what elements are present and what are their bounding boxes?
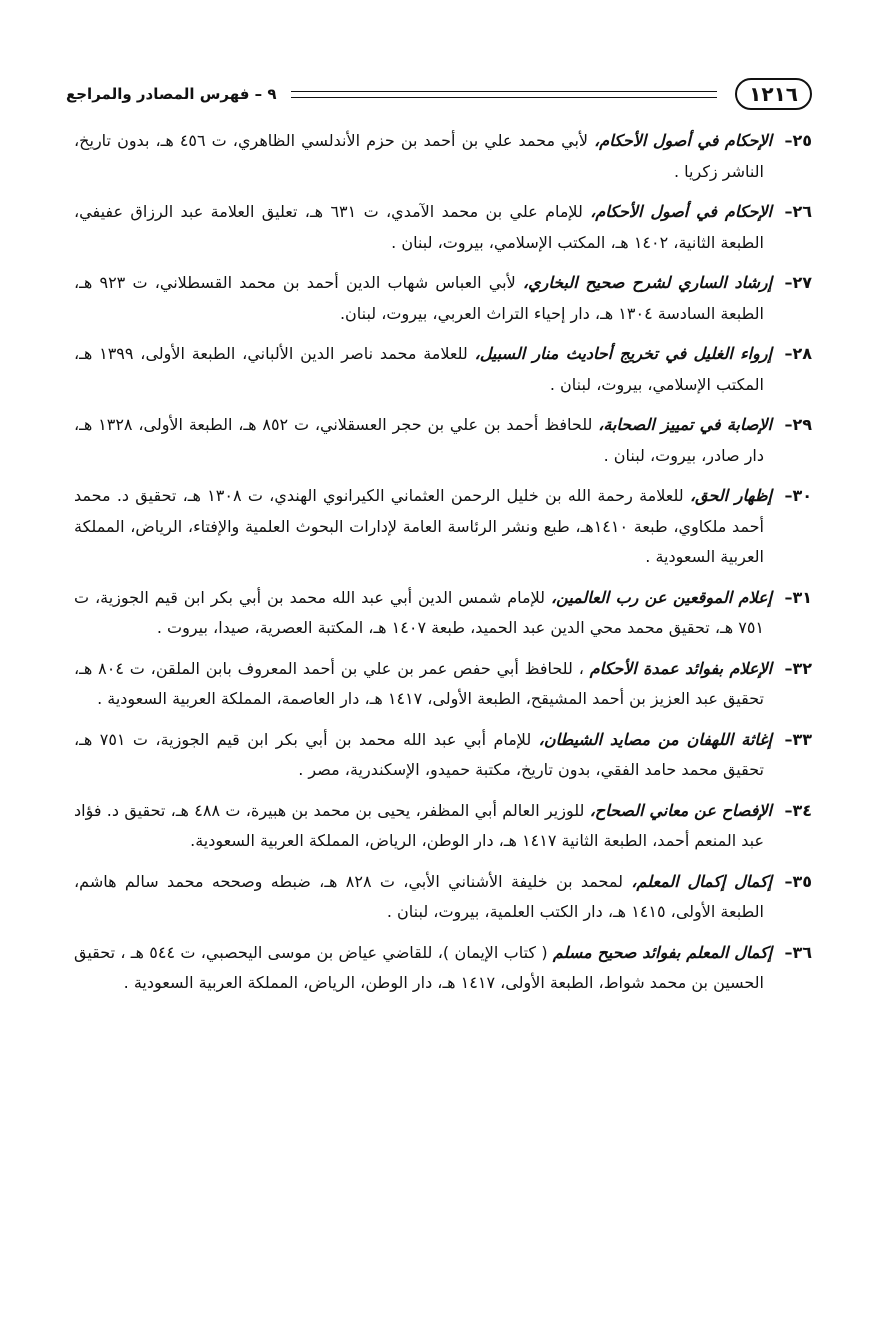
entry-details: للحافظ أحمد بن علي بن حجر العسقلاني، ت ٨٥٢ هـ، الطبعة الأولى، ١٣٢٨ هـ، دار صادر، بيروت، لبنان . [74, 415, 764, 465]
entry-number: ٣٣– [784, 729, 813, 749]
bibliography-entry [74, 197, 812, 258]
bibliography-list [74, 126, 812, 1009]
entry-number: ٢٧– [784, 273, 813, 292]
entry-title: إعلام الموقعين عن رب العالمين، [550, 587, 773, 607]
entry-details: للوزير العالم أبي المظفر، يحيى بن محمد بن هبيرة، ت ٤٨٨ هـ، تحقيق د. فؤاد عبد المنعم أحمد، الطبعة الثانية ١٤١٧ هـ، دار الوطن، الرياض، المملكة العربية السعودية. [74, 800, 764, 850]
entry-number: ٣٥– [784, 871, 812, 891]
entry-title: إكمال إكمال المعلم، [631, 871, 772, 891]
entry-details: لمحمد بن خليفة الأشناني الأبي، ت ٨٢٨ هـ، ضبطه وصححه محمد سالم هاشم، الطبعة الأولى، ١٤١٥ هـ، دار الكتب العلمية، بيروت، لبنان . [74, 871, 764, 921]
entry-details: للإمام أبي عبد الله محمد بن أبي بكر ابن قيم الجوزية، ت ٧٥١ هـ، تحقيق محمد حامد الفقي، بدون تاريخ، مكتبة حميدو، الإسكندرية، مصر . [74, 729, 764, 779]
entry-title: الإصابة في تمييز الصحابة، [598, 415, 772, 434]
entry-details: للعلامة رحمة الله بن خليل الرحمن العثماني الكيرانوي الهندي، ت ١٣٠٨ هـ، تحقيق د. محمد أحمد ملكاوي، طبعة ١٤١٠هـ، طبع ونشر الرئاسة العامة لإدارات البحوث العلمية والإفتاء، الرياض، المملكة العربية السعودية . [74, 486, 764, 566]
bibliography-entry [74, 867, 812, 928]
entry-title: إرشاد الساري لشرح صحيح البخاري، [522, 273, 773, 292]
bibliography-entry [74, 339, 812, 400]
entry-details: للإمام شمس الدين أبي عبد الله محمد بن أبي بكر ابن قيم الجوزية، ت ٧٥١ هـ، تحقيق محمد محي الدين عبد الحميد، طبعة ١٤٠٧ هـ، المكتبة العصرية، صيدا، بيروت . [74, 587, 764, 637]
page-header [66, 76, 812, 112]
entry-title: الإعلام بفوائد عمدة الأحكام [589, 658, 773, 678]
entry-title: إغاثة اللهفان من مصايد الشيطان، [538, 729, 773, 749]
bibliography-entry [74, 126, 812, 187]
entry-number: ٣٤– [784, 800, 812, 820]
entry-title: الإفصاح عن معاني الصحاح، [589, 800, 772, 820]
entry-number: ٣١– [784, 587, 813, 607]
entry-title: إكمال المعلم بفوائد صحيح مسلم [552, 942, 773, 962]
header-rule [291, 91, 718, 98]
entry-number: ٣٦– [784, 942, 813, 962]
entry-details: لأبي العباس شهاب الدين أحمد بن محمد القسطلاني، ت ٩٢٣ هـ، الطبعة السادسة ١٣٠٤ هـ، دار إحياء التراث العربي، بيروت، لبنان. [74, 273, 764, 323]
section-title: ٩ – فهرس المصادر والمراجع [66, 85, 277, 103]
entry-title: الإحكام في أصول الأحكام، [594, 131, 773, 150]
entry-number: ٢٨– [784, 344, 812, 363]
entry-details: للعلامة محمد ناصر الدين الألباني، الطبعة الأولى، ١٣٩٩ هـ، المكتب الإسلامي، بيروت، لبنان . [74, 344, 764, 394]
entry-number: ٣٢– [784, 658, 813, 678]
entry-number: ٣٠– [784, 486, 813, 505]
entry-number: ٢٥– [784, 131, 813, 150]
entry-number: ٢٦– [784, 202, 812, 221]
bibliography-entry [74, 725, 812, 786]
entry-title: الإحكام في أصول الأحكام، [590, 202, 772, 221]
bibliography-entry [74, 481, 812, 573]
entry-details: ، للحافظ أبي حفص عمر بن علي بن أحمد المعروف بابن الملقن، ت ٨٠٤ هـ، تحقيق عبد العزيز بن أحمد المشيقح، الطبعة الأولى، ١٤١٧ هـ، دار العاصمة، المملكة العربية السعودية . [74, 658, 764, 708]
entry-details: لأبي محمد علي بن أحمد بن حزم الأندلسي الظاهري، ت ٤٥٦ هـ، بدون تاريخ، الناشر زكريا . [74, 131, 764, 181]
bibliography-entry [74, 268, 812, 329]
entry-details: للإمام علي بن محمد الآمدي، ت ٦٣١ هـ، تعليق العلامة عبد الرزاق عفيفي، الطبعة الثانية، ١٤٠٢ هـ، المكتب الإسلامي، بيروت، لبنان . [74, 202, 764, 252]
entry-title: إظهار الحق، [689, 486, 773, 505]
bibliography-entry [74, 654, 812, 715]
entry-number: ٢٩– [784, 415, 812, 434]
bibliography-entry [74, 796, 812, 857]
bibliography-entry [74, 583, 812, 644]
bibliography-entry [74, 938, 812, 999]
page-number: ١٢١٦ [735, 78, 812, 110]
bibliography-entry [74, 410, 812, 471]
entry-details: ( كتاب الإيمان )، للقاضي عياض بن موسى اليحصبي، ت ٥٤٤ هـ ، تحقيق الحسين بن محمد شواط، الطبعة الأولى، ١٤١٧ هـ، دار الوطن، الرياض، المملكة العربية السعودية . [74, 942, 764, 992]
entry-title: إرواء الغليل في تخريج أحاديث منار السبيل، [474, 344, 772, 363]
